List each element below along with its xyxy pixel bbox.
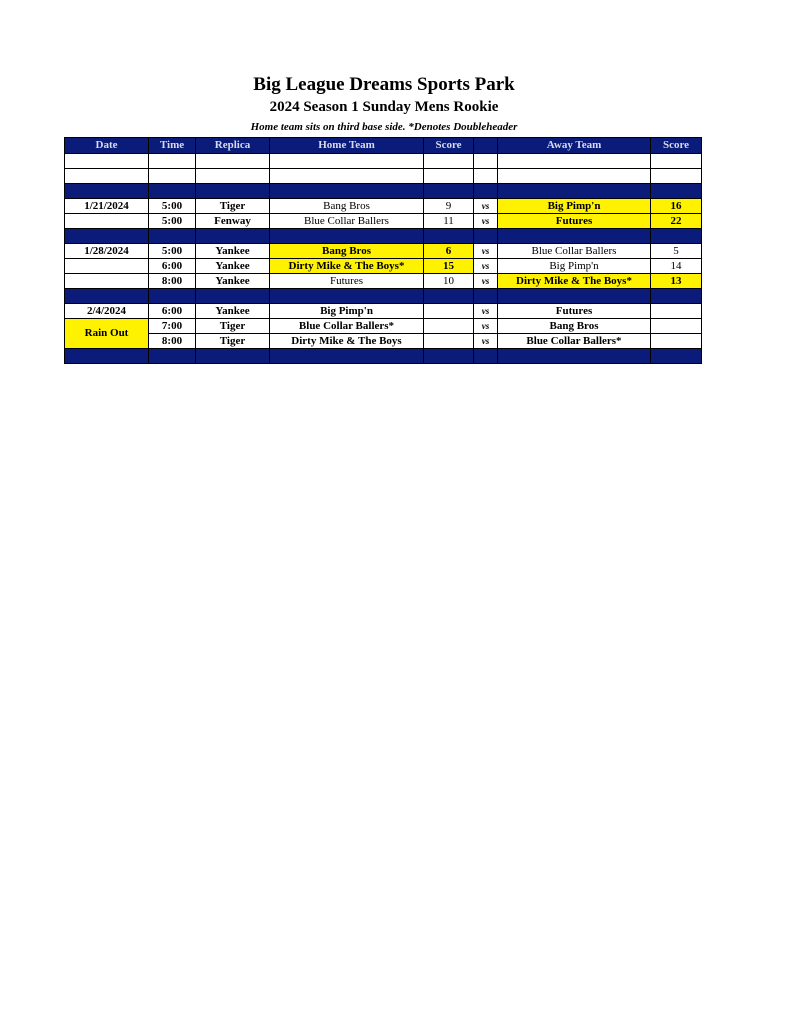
col-home-score: Score [424, 138, 474, 154]
page-note: Home team sits on third base side. *Denotes Doubleheader [250, 121, 518, 133]
col-away-team: Away Team [498, 138, 651, 154]
game-replica: Fenway [196, 214, 270, 229]
col-home-team: Home Team [270, 138, 424, 154]
away-team: Big Pimp'n [498, 259, 651, 274]
vs-label: vs [474, 214, 498, 229]
away-score [651, 319, 702, 334]
away-score: 22 [651, 214, 702, 229]
vs-label: vs [474, 244, 498, 259]
game-date: 2/4/2024 [65, 304, 149, 319]
vs-label: vs [474, 304, 498, 319]
away-score [651, 334, 702, 349]
away-team: Big Pimp'n [498, 199, 651, 214]
separator-row [65, 349, 702, 364]
home-team: Blue Collar Ballers* [270, 319, 424, 334]
home-score [424, 334, 474, 349]
header-row [65, 138, 702, 154]
away-team: Blue Collar Ballers* [498, 334, 651, 349]
away-score: 13 [651, 274, 702, 289]
col-date: Date [65, 138, 149, 154]
separator-row [65, 289, 702, 304]
vs-label: vs [474, 274, 498, 289]
separator-row [65, 229, 702, 244]
away-score: 14 [651, 259, 702, 274]
separator-row [65, 184, 702, 199]
away-score: 5 [651, 244, 702, 259]
home-score: 10 [424, 274, 474, 289]
away-score: 16 [651, 199, 702, 214]
home-team: Futures [270, 274, 424, 289]
blank-row [65, 154, 702, 169]
page-title: Big League Dreams Sports Park [253, 74, 515, 95]
game-time: 6:00 [149, 259, 196, 274]
vs-label: vs [474, 199, 498, 214]
table-row [65, 259, 702, 274]
game-date [65, 214, 149, 229]
table-row [65, 214, 702, 229]
page-subtitle: 2024 Season 1 Sunday Mens Rookie [269, 99, 499, 115]
table-row [65, 319, 702, 334]
table-row [65, 334, 702, 349]
col-vs [474, 138, 498, 154]
game-date [65, 274, 149, 289]
col-replica: Replica [196, 138, 270, 154]
home-score: 9 [424, 199, 474, 214]
table-row [65, 199, 702, 214]
game-replica: Tiger [196, 199, 270, 214]
game-date: 1/28/2024 [65, 244, 149, 259]
home-team: Dirty Mike & The Boys [270, 334, 424, 349]
game-replica: Tiger [196, 319, 270, 334]
game-time: 7:00 [149, 319, 196, 334]
away-team: Futures [498, 304, 651, 319]
home-team: Big Pimp'n [270, 304, 424, 319]
col-away-score: Score [651, 138, 702, 154]
game-date [65, 259, 149, 274]
away-team: Blue Collar Ballers [498, 244, 651, 259]
blank-row [65, 169, 702, 184]
game-replica: Yankee [196, 244, 270, 259]
game-replica: Tiger [196, 334, 270, 349]
home-score [424, 304, 474, 319]
game-date: 1/21/2024 [65, 199, 149, 214]
away-team: Bang Bros [498, 319, 651, 334]
home-score: 11 [424, 214, 474, 229]
home-score: 6 [424, 244, 474, 259]
home-team: Blue Collar Ballers [270, 214, 424, 229]
game-time: 6:00 [149, 304, 196, 319]
game-time: 5:00 [149, 214, 196, 229]
game-time: 5:00 [149, 244, 196, 259]
table-row [65, 244, 702, 259]
game-replica: Yankee [196, 274, 270, 289]
vs-label: vs [474, 259, 498, 274]
home-team: Bang Bros [270, 199, 424, 214]
rain-out-badge: Rain Out [65, 319, 149, 349]
schedule-table [64, 137, 702, 364]
game-replica: Yankee [196, 304, 270, 319]
home-team: Dirty Mike & The Boys* [270, 259, 424, 274]
away-team: Futures [498, 214, 651, 229]
away-score [651, 304, 702, 319]
home-score [424, 319, 474, 334]
game-time: 8:00 [149, 334, 196, 349]
home-team: Bang Bros [270, 244, 424, 259]
table-row [65, 304, 702, 319]
vs-label: vs [474, 334, 498, 349]
vs-label: vs [474, 319, 498, 334]
table-row [65, 274, 702, 289]
home-score: 15 [424, 259, 474, 274]
away-team: Dirty Mike & The Boys* [498, 274, 651, 289]
game-time: 8:00 [149, 274, 196, 289]
game-replica: Yankee [196, 259, 270, 274]
game-time: 5:00 [149, 199, 196, 214]
col-time: Time [149, 138, 196, 154]
